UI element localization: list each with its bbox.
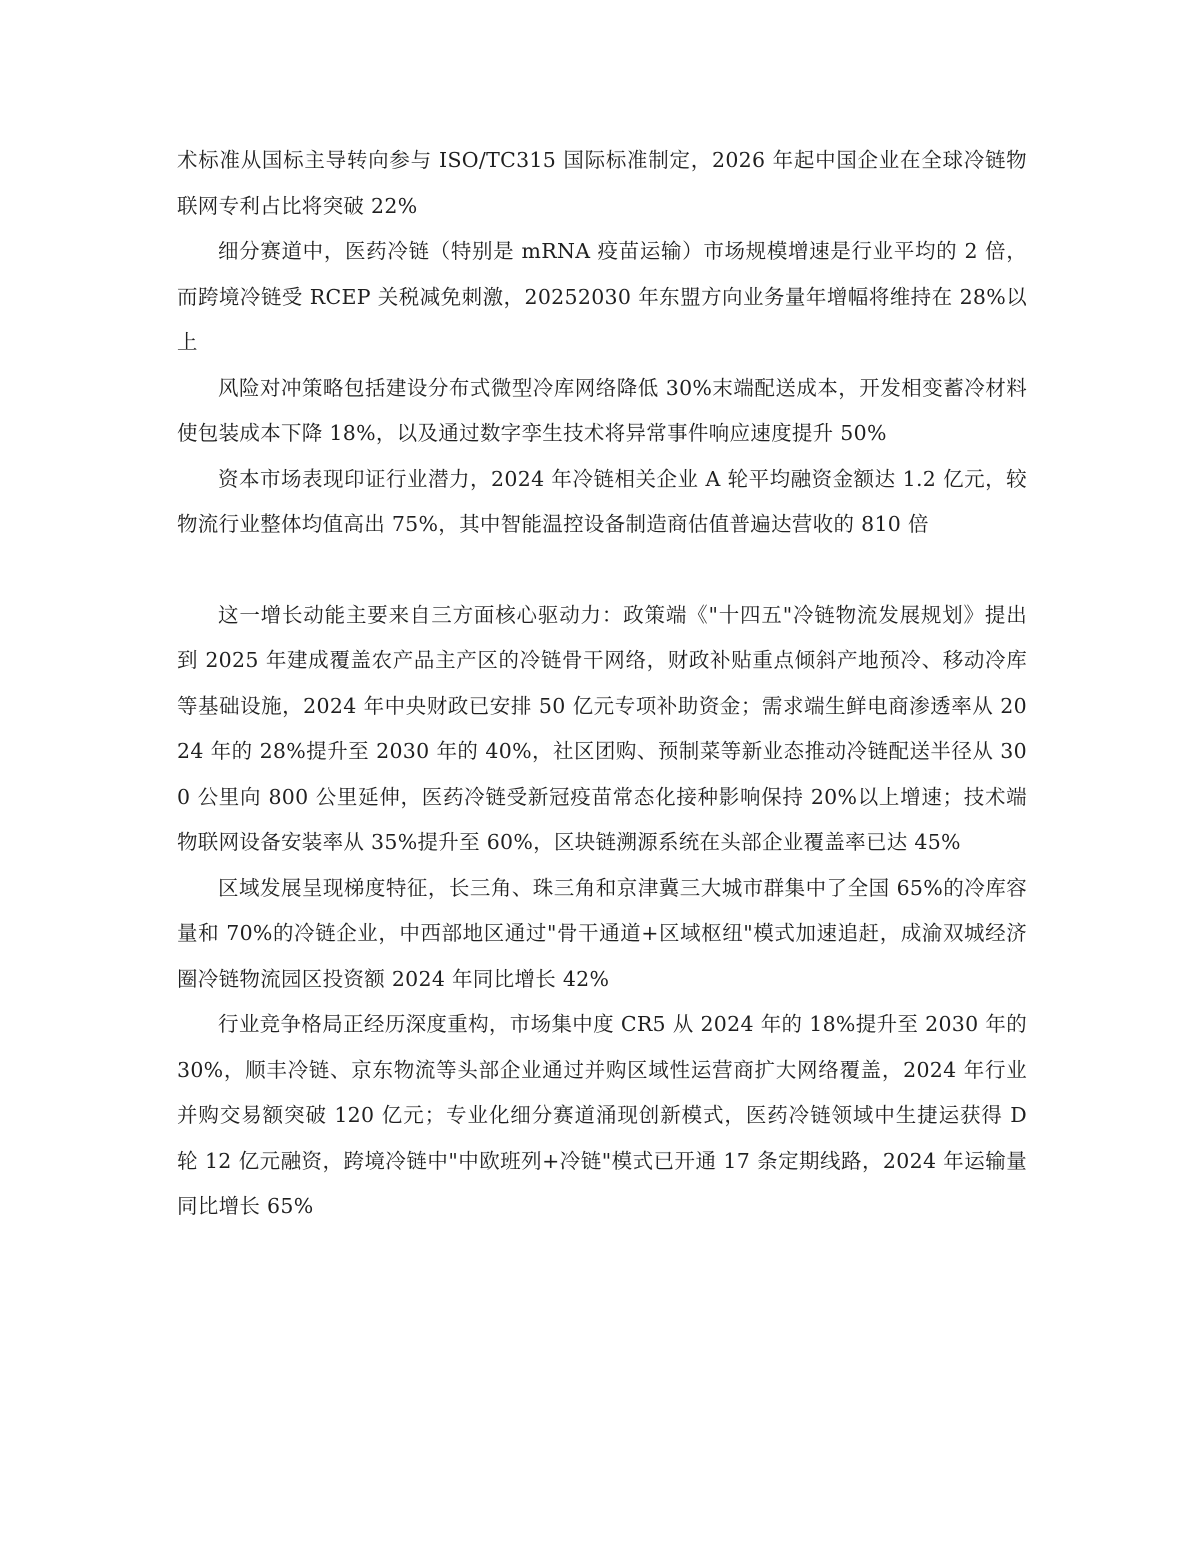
paragraph-gap [177, 548, 1027, 593]
paragraph-risk-hedging: 风险对冲策略包括建设分布式微型冷库网络降低 30%末端配送成本，开发相变蓄冷材料使包装成本下降 18%，以及通过数字孪生技术将异常事件响应速度提升 50% [177, 375, 1027, 445]
paragraph-capital-market: 资本市场表现印证行业潜力，2024 年冷链相关企业 A 轮平均融资金额达 1.2 亿元，较物流行业整体均值高出 75%，其中智能温控设备制造商估值普遍达营收的 810 倍 [177, 466, 1027, 536]
paragraph-regional-development: 区域发展呈现梯度特征，长三角、珠三角和京津冀三大城市群集中了全国 65%的冷库容量和 70%的冷链企业，中西部地区通过"骨干通道+区域枢纽"模式加速追赶，成渝双城经济圈冷链物流园区投资额 2024 年同比增长 42% [177, 875, 1027, 991]
paragraph-segments: 细分赛道中，医药冷链（特别是 mRNA 疫苗运输）市场规模增速是行业平均的 2 倍，而跨境冷链受 RCEP 关税减免刺激，20252030 年东盟方向业务量年增幅将维持在 28%以上 [177, 239, 1027, 354]
paragraph-growth-drivers: 这一增长动能主要来自三方面核心驱动力：政策端《"十四五"冷链物流发展规划》提出到 2025 年建成覆盖农产品主产区的冷链骨干网络，财政补贴重点倾斜产地预冷、移动冷库等基础设施，2024 年中央财政已安排 50 亿元专项补助资金；需求端生鲜电商渗透率从 2024 年的 28%提升至 2030 年的 40%，社区团购、预制菜等新业态推动冷链配送半径从 300 公里向 800 公里延伸，医药冷链受新冠疫苗常态化接种影响保持 20%以上增速；技术端物联网设备安装率从 35%提升至 60%，区块链溯源系统在头部企业覆盖率已达 45% [177, 602, 1027, 854]
paragraph-competition: 行业竞争格局正经历深度重构，市场集中度 CR5 从 2024 年的 18%提升至 2030 年的 30%，顺丰冷链、京东物流等头部企业通过并购区域性运营商扩大网络覆盖，2024 年行业并购交易额突破 120 亿元；专业化细分赛道涌现创新模式，医药冷链领域中生捷运获得 D 轮 12 亿元融资，跨境冷链中"中欧班列+冷链"模式已开通 17 条定期线路，2024 年运输量同比增长 65% [177, 1012, 1027, 1218]
document-page [177, 138, 1027, 1230]
paragraph-standards: 术标准从国标主导转向参与 ISO/TC315 国际标准制定，2026 年起中国企业在全球冷链物联网专利占比将突破 22% [177, 148, 1027, 218]
